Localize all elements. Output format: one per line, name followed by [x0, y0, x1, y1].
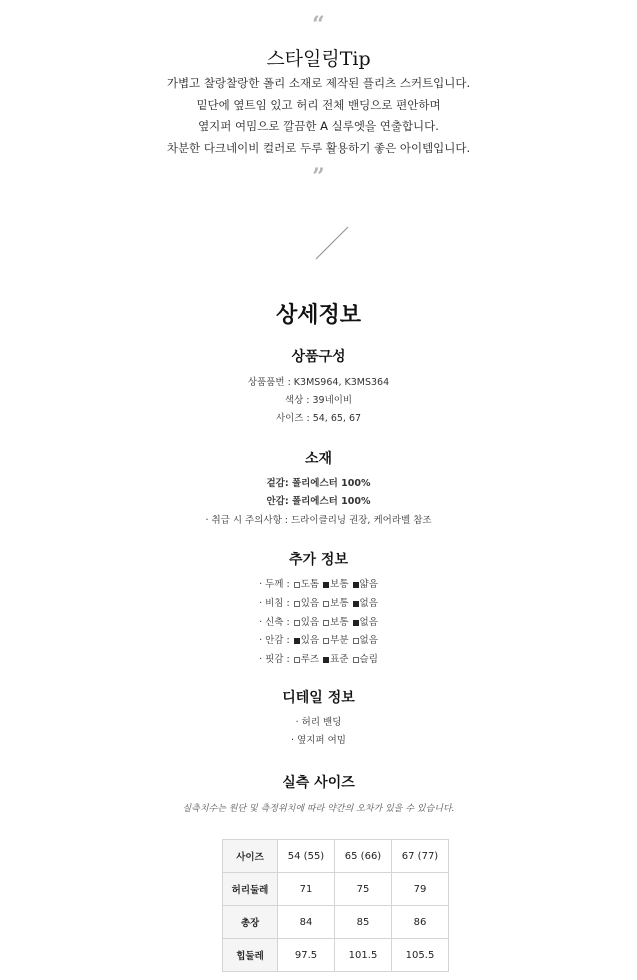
extra-info-row — [0, 614, 637, 628]
table-cell: 71 — [278, 873, 335, 906]
unchecked-box-icon — [353, 638, 359, 644]
checked-box-icon — [323, 657, 329, 663]
unchecked-box-icon — [323, 638, 329, 644]
close-quote-icon: ” — [312, 164, 325, 190]
checked-box-icon — [294, 638, 300, 644]
outer-material-value: 폴리에스터 100% — [288, 478, 371, 489]
composition-title: 상품구성 — [291, 349, 346, 365]
lining-material — [0, 493, 637, 507]
lining-material-value: 폴리에스터 100% — [288, 496, 371, 507]
extra-info-option: 있음 — [300, 617, 320, 628]
unchecked-box-icon — [294, 620, 300, 626]
table-cell: 97.5 — [278, 939, 335, 972]
extra-info-label: · 신축 : — [259, 617, 290, 628]
extra-info-label: · 핏감 : — [259, 654, 290, 665]
extra-info-row — [0, 576, 637, 590]
extra-info-option: 보통 — [330, 579, 349, 590]
detail-feature-item: · 옆지퍼 여밈 — [291, 735, 346, 746]
extra-info-option: 보통 — [330, 598, 349, 609]
divider-slash-icon — [315, 226, 349, 260]
extra-info-title: 추가 정보 — [289, 552, 348, 568]
size-header-cell: 67 (77) — [392, 840, 449, 873]
table-cell: 75 — [335, 873, 392, 906]
table-row — [223, 873, 449, 906]
extra-info-option: 없음 — [359, 617, 378, 628]
measurements-title: 실측 사이즈 — [282, 775, 355, 791]
extra-info-option: 없음 — [359, 598, 378, 609]
checked-box-icon — [323, 582, 329, 588]
extra-info-option: 얇음 — [359, 579, 378, 590]
detail-feature-item: · 허리 밴딩 — [295, 717, 342, 728]
extra-info-option: 있음 — [300, 635, 320, 646]
styling-tip-line: 옆지퍼 여밈으로 깔끔한 A 실루엣을 연출합니다. — [198, 119, 439, 133]
extra-info-option: 없음 — [359, 635, 378, 646]
product-color: 색상 : 39네이비 — [284, 395, 353, 406]
styling-tip-line: 밑단에 옆트임 있고 허리 전체 밴딩으로 편안하며 — [196, 97, 441, 112]
table-cell: 84 — [278, 906, 335, 939]
table-cell: 85 — [335, 906, 392, 939]
outer-material-label: 겉감: — [266, 478, 289, 489]
checked-box-icon — [353, 601, 359, 607]
detail-features-title: 디테일 정보 — [282, 690, 355, 706]
unchecked-box-icon — [323, 620, 329, 626]
table-cell: 79 — [392, 873, 449, 906]
table-cell: 101.5 — [335, 939, 392, 972]
size-header-cell: 54 (55) — [278, 840, 335, 873]
extra-info-label: · 두께 : — [259, 579, 290, 590]
extra-info-option: 보통 — [330, 617, 349, 628]
extra-info-option: 루즈 — [300, 654, 320, 665]
extra-info-option: 있음 — [300, 598, 320, 609]
detail-info-title: 상세정보 — [275, 303, 361, 328]
extra-info-row — [0, 651, 637, 665]
table-row — [223, 840, 449, 873]
care-instructions: · 취급 시 주의사항 : 드라이클리닝 권장, 케어라벨 참조 — [205, 515, 432, 526]
extra-info-option: 표준 — [330, 654, 349, 665]
checked-box-icon — [353, 620, 359, 626]
size-header-cell: 사이즈 — [223, 840, 278, 873]
row-label-cell: 허리둘레 — [223, 873, 278, 906]
extra-info-option: 슬림 — [359, 654, 378, 665]
unchecked-box-icon — [323, 601, 329, 607]
row-label-cell: 총장 — [223, 906, 278, 939]
row-label-cell: 힙둘레 — [223, 939, 278, 972]
extra-info-option: 도톰 — [300, 579, 320, 590]
product-sizes: 사이즈 : 54, 65, 67 — [275, 413, 362, 424]
outer-material — [0, 475, 637, 489]
table-cell: 105.5 — [392, 939, 449, 972]
extra-info-row — [0, 632, 637, 646]
styling-tip-body — [0, 73, 637, 159]
styling-tip-line: 가볍고 찰랑찰랑한 폴리 소재로 제작된 플리츠 스커트입니다. — [166, 76, 471, 90]
size-header-cell: 65 (66) — [335, 840, 392, 873]
unchecked-box-icon — [353, 657, 359, 663]
lining-material-label: 안감: — [266, 496, 289, 507]
unchecked-box-icon — [294, 657, 300, 663]
styling-tip-line: 차분한 다크네이비 컬러로 두루 활용하기 좋은 아이템입니다. — [166, 140, 471, 155]
styling-tip-title: 스타일링Tip — [266, 48, 371, 70]
table-row — [223, 906, 449, 939]
table-cell: 86 — [392, 906, 449, 939]
open-quote-icon: “ — [312, 12, 325, 38]
table-row — [223, 939, 449, 972]
size-table — [222, 839, 449, 972]
unchecked-box-icon — [294, 601, 300, 607]
extra-info-label: · 안감 : — [259, 635, 290, 646]
material-title: 소재 — [304, 451, 333, 467]
measurements-note: 실측치수는 원단 및 측정위치에 따라 약간의 오차가 있을 수 있습니다. — [182, 804, 455, 814]
extra-info-label: · 비침 : — [259, 598, 290, 609]
product-number: 상품품번 : K3MS964, K3MS364 — [247, 377, 390, 388]
extra-info-option: 부분 — [330, 635, 349, 646]
unchecked-box-icon — [294, 582, 300, 588]
checked-box-icon — [353, 582, 359, 588]
extra-info-row — [0, 595, 637, 609]
